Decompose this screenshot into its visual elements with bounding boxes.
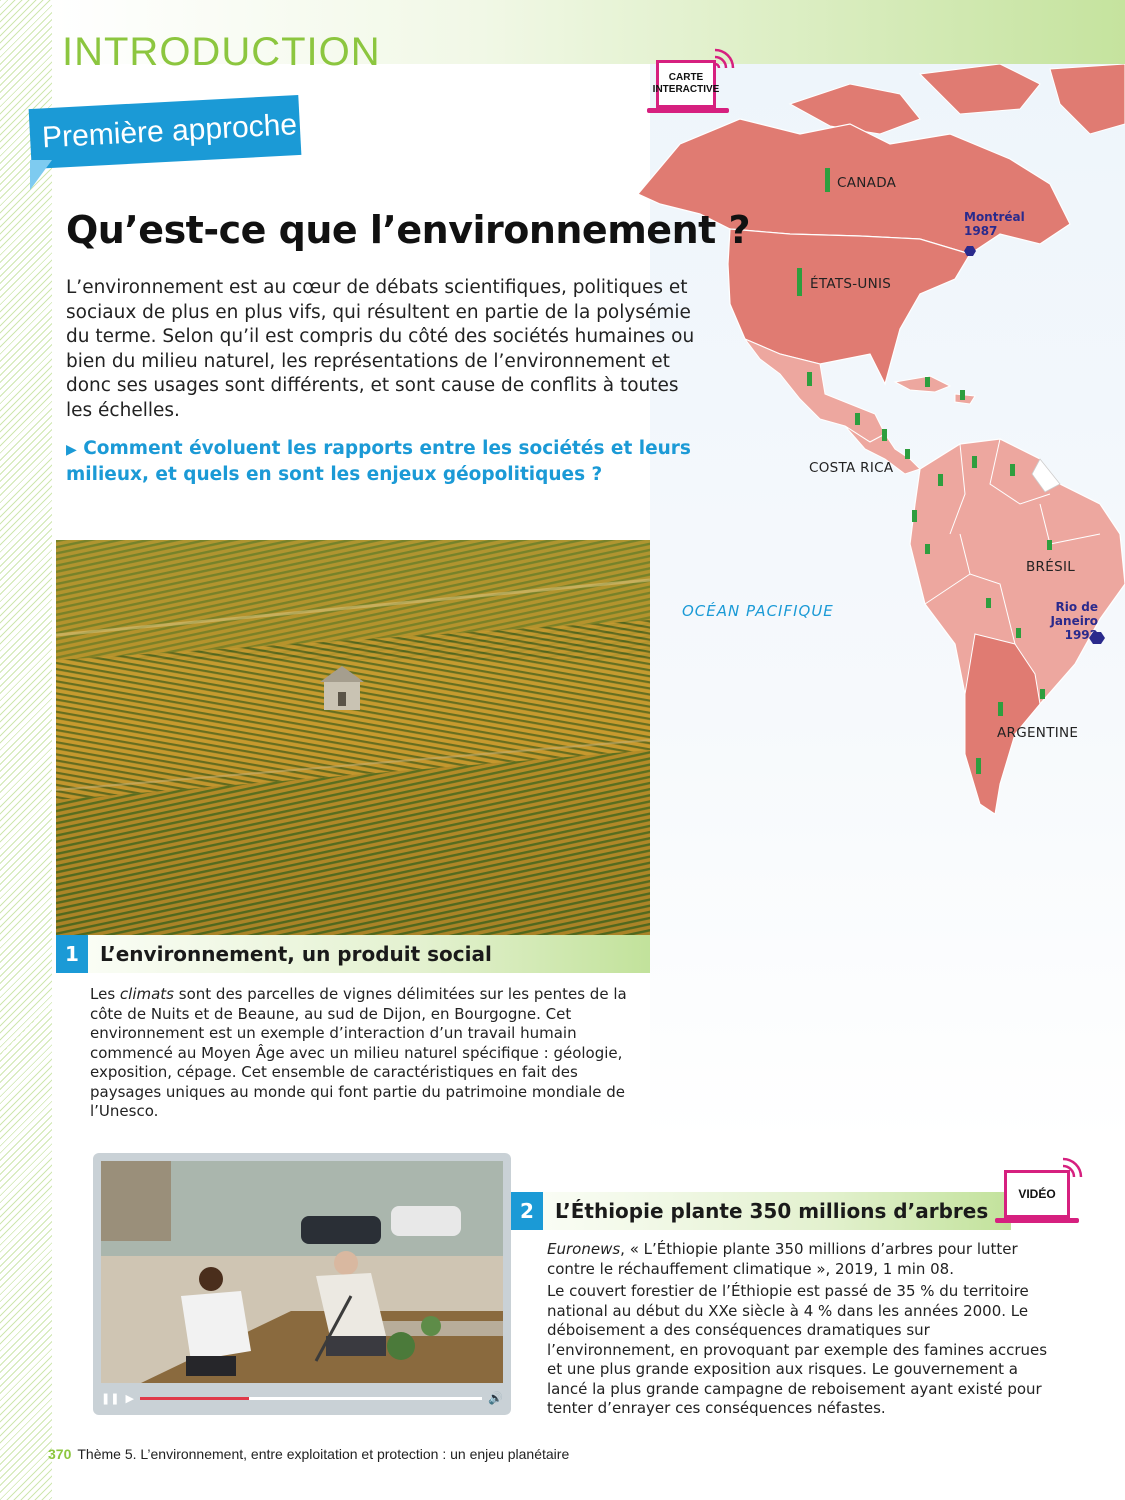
doc2-text: Le couvert forestier de l’Éthiopie est passé de 35 % du territoire national au début du XXe siècle à 4 % dans les années 2000. Le déboisement a des conséquences dramatiques sur l’environnement, en provoquant par exemple des famines accrues et une plus grande exposition aux risques. Le gouvernement a lancé la plus grande campagne de reboisement ayant existé pour tenter d’enrayer ces conséquences néfastes. (547, 1282, 1048, 1417)
label-argentine: ARGENTINE (997, 725, 1079, 741)
label-bresil: BRÉSIL (1026, 559, 1076, 575)
page-number: 370 (48, 1446, 72, 1462)
label-costa-rica: COSTA RICA (809, 460, 894, 476)
doc2-source: Euronews, « L’Éthiopie plante 350 millions d’arbres pour lutter contre le réchauffement climatique », 2019, 1 min 08. (547, 1240, 1018, 1278)
label-rio: Rio de Janeiro 1992 (1050, 600, 1098, 642)
footer-theme: Thème 5. L’environnement, entre exploitation et protection : un enjeu planétaire (77, 1446, 570, 1462)
arctic-islands (790, 64, 1125, 134)
video-badge[interactable] (995, 1153, 1085, 1225)
page-footer (48, 1446, 569, 1462)
wifi-icon (713, 44, 737, 68)
page-margin-hatch (0, 0, 52, 1500)
label-ocean-pacifique: OCÉAN PACIFIQUE (682, 602, 834, 620)
label-montreal: Montréal 1987 (964, 210, 1025, 238)
video-controls (101, 1389, 503, 1407)
video-badge-screen: VIDÉO (1004, 1170, 1070, 1218)
doc2-number: 2 (511, 1192, 543, 1230)
doc1-caption-bar (56, 935, 650, 973)
section-label: INTRODUCTION (62, 30, 381, 74)
key-question: ▶ Comment évoluent les rapports entre les sociétés et leurs milieux, et quels en sont les enjeux géopolitiques ? (66, 438, 691, 485)
carte-interactive-badge[interactable] (647, 44, 732, 116)
play-triangle-icon: ▶ (66, 442, 77, 458)
label-usa: ÉTATS-UNIS (810, 276, 892, 292)
video-progress[interactable] (140, 1397, 482, 1400)
video-badge-base (995, 1218, 1079, 1223)
doc2-caption-bar (511, 1192, 1011, 1230)
video-progress-fill (140, 1397, 249, 1400)
video-thumbnail[interactable] (101, 1161, 503, 1383)
doc1-title: L’environnement, un produit social (88, 935, 650, 973)
carte-interactive-base (647, 108, 729, 113)
doc1-number: 1 (56, 935, 88, 973)
label-canada: CANADA (837, 175, 897, 191)
carte-interactive-screen: CARTE INTERACTIVE (656, 60, 716, 108)
doc1-caption: Les climats sont des parcelles de vignes délimitées sur les pentes de la côte de Nuits et de Beaune, au sud de Dijon, en Bourgogne. Cet environnement est un exemple d’interaction d’un travail humain commencé au Moyen Âge avec un milieu naturel spécifique : géologie, exposition, cépage. Cet ensemble de caractéristiques en fait des paysages uniques au monde qui font partie du patrimoine mondiale de l’Unesco. (90, 985, 627, 1120)
volume-icon[interactable]: 🔊 (488, 1391, 503, 1405)
page-title: Qu’est-ce que l’environnement ? (66, 208, 751, 252)
next-icon[interactable]: ▶ (125, 1391, 134, 1405)
banner-fold (30, 160, 52, 190)
doc2-title: L’Éthiopie plante 350 millions d’arbres (543, 1192, 1011, 1230)
vineyard-photo (56, 540, 650, 935)
pause-icon[interactable]: ❚❚ (101, 1391, 120, 1405)
video-player[interactable] (93, 1153, 511, 1415)
intro-paragraph: L’environnement est au cœur de débats scientifiques, politiques et sociaux de plus en plus vifs, qui résultent en partie de la polysémie du terme. Selon qu’il est compris du côté des sociétés humaines ou bien du milieu naturel, les représentations de l’environnement et donc ses usages sont différents, et sont cause de conflits à toutes les échelles. (66, 277, 695, 421)
approche-banner: Première approche (29, 95, 302, 169)
